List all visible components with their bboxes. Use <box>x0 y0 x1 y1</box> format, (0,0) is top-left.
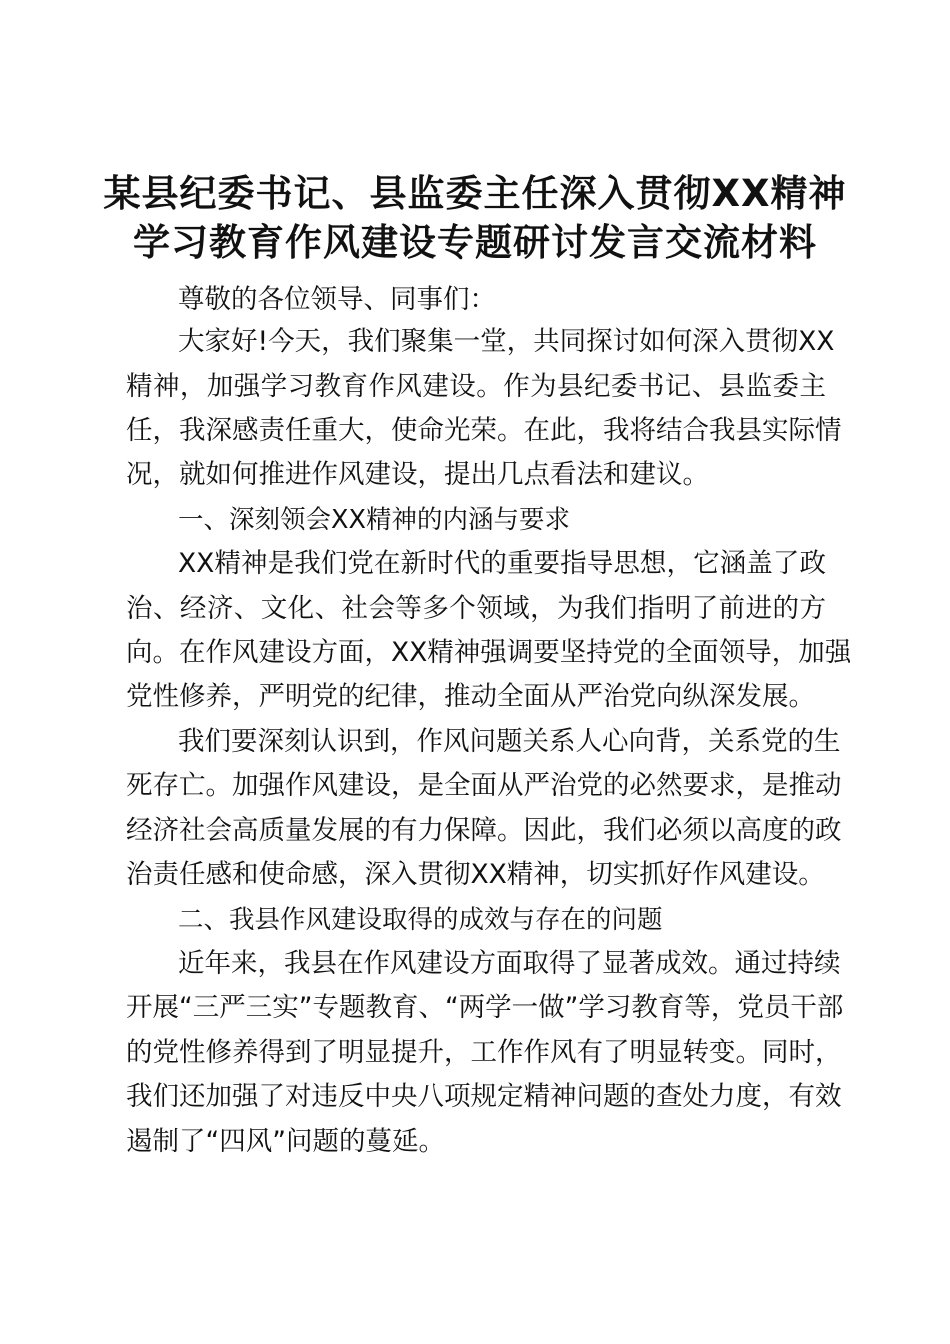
document-title-line-1: 某县纪委书记、县监委主任深入贯彻XX精神 <box>103 172 847 215</box>
paragraph-4-line-5: 遏制了“四风”问题的蔓延。 <box>126 1126 445 1157</box>
paragraph-4-line-3: 的党性修养得到了明显提升，工作作风有了明显转变。同时， <box>126 1037 842 1068</box>
greeting: 尊敬的各位领导、同事们： <box>178 284 496 315</box>
paragraph-1-line-4: 况，就如何推进作风建设，提出几点看法和建议。 <box>126 459 709 490</box>
section-heading-1: 一、深刻领会XX精神的内涵与要求 <box>178 505 570 535</box>
paragraph-4-line-4: 我们还加强了对违反中央八项规定精神问题的查处力度，有效 <box>126 1081 842 1112</box>
document-title-line-2: 学习教育作风建设专题研讨发言交流材料 <box>133 221 817 264</box>
paragraph-4-line-2: 开展“三严三实”专题教育、“两学一做”学习教育等，党员干部 <box>126 992 844 1023</box>
paragraph-3-line-3: 经济社会高质量发展的有力保障。因此，我们必须以高度的政 <box>126 815 842 846</box>
paragraph-2-line-2: 治、经济、文化、社会等多个领域，为我们指明了前进的方 <box>126 593 826 624</box>
paragraph-3-line-4: 治责任感和使命感，深入贯彻XX精神，切实抓好作风建设。 <box>126 859 825 890</box>
paragraph-4-line-1: 近年来，我县在作风建设方面取得了显著成效。通过持续 <box>178 948 841 979</box>
paragraph-2-line-1: XX精神是我们党在新时代的重要指导思想，它涵盖了政 <box>178 548 826 579</box>
paragraph-1-line-1: 大家好!今天，我们聚集一堂，共同探讨如何深入贯彻XX <box>178 326 835 357</box>
paragraph-1-line-2: 精神，加强学习教育作风建设。作为县纪委书记、县监委主 <box>126 371 826 402</box>
paragraph-3-line-2: 死存亡。加强作风建设，是全面从严治党的必然要求，是推动 <box>126 770 842 801</box>
paragraph-2-line-3: 向。在作风建设方面，XX精神强调要坚持党的全面领导，加强 <box>126 637 852 668</box>
section-heading-2: 二、我县作风建设取得的成效与存在的问题 <box>178 905 663 935</box>
paragraph-2-line-4: 党性修养，严明党的纪律，推动全面从严治党向纵深发展。 <box>126 681 815 712</box>
paragraph-3-line-1: 我们要深刻认识到，作风问题关系人心向背，关系党的生 <box>178 726 841 757</box>
paragraph-1-line-3: 任，我深感责任重大，使命光荣。在此，我将结合我县实际情 <box>126 415 842 446</box>
